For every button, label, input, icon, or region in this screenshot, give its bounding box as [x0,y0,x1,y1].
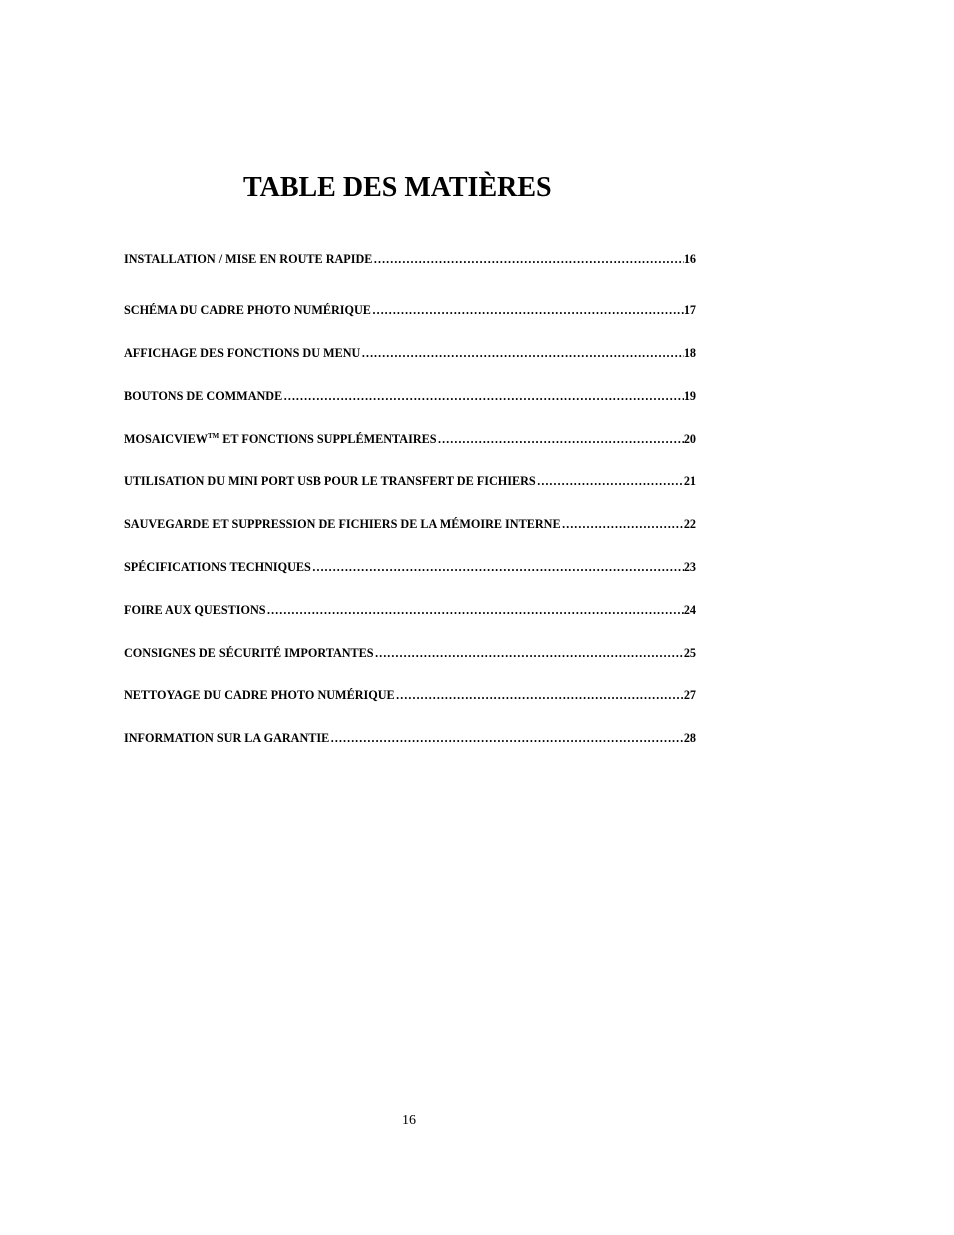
toc-entry-mosaicview[interactable] [124,432,696,450]
toc-entry-page: 24 [683,603,696,617]
toc-entry-label-main: MOSAICVIEW [124,432,208,446]
toc-dot-leader [372,252,683,267]
toc-entry-label: INFORMATION SUR LA GARANTIE [124,731,330,745]
toc-entry-label-rest: ET FONCTIONS SUPPLÉMENTAIRES [219,432,437,446]
toc-entry-page: 16 [683,252,696,266]
toc-entry-page: 23 [683,560,696,574]
toc-entry-affichage[interactable] [124,346,696,364]
toc-entry-boutons[interactable] [124,389,696,407]
toc-entry-page: 17 [683,303,696,317]
toc-entry-sauvegarde[interactable] [124,517,696,535]
toc-entry-schema[interactable] [124,303,696,321]
toc-entry-page: 19 [683,389,696,403]
toc-entry-label: SPÉCIFICATIONS TECHNIQUES [124,560,311,574]
toc-dot-leader [266,603,684,618]
toc-entry-label: AFFICHAGE DES FONCTIONS DU MENU [124,346,361,360]
toc-entry-label: NETTOYAGE DU CADRE PHOTO NUMÉRIQUE [124,688,395,702]
toc-entry-securite[interactable] [124,646,696,664]
page-title: TABLE DES MATIÈRES [243,172,552,203]
trademark-superscript: TM [207,432,220,440]
toc-entry-label: FOIRE AUX QUESTIONS [124,603,266,617]
toc-dot-leader [536,474,684,489]
toc-entry-faq[interactable] [124,603,696,621]
toc-entry-installation[interactable] [124,252,696,270]
toc-entry-page: 22 [683,517,696,531]
toc-entry-page: 18 [683,346,696,360]
toc-entry-usb[interactable] [124,474,696,492]
toc-entry-label: UTILISATION DU MINI PORT USB POUR LE TRANSFERT DE FICHIERS [124,474,536,488]
toc-entry-specifications[interactable] [124,560,696,578]
toc-dot-leader [561,517,684,532]
toc-dot-leader [395,688,684,703]
toc-entry-garantie[interactable] [124,731,696,749]
toc-dot-leader [371,303,684,318]
toc-entry-nettoyage[interactable] [124,688,696,706]
toc-entry-label: INSTALLATION / MISE EN ROUTE RAPIDE [124,252,373,266]
toc-dot-leader [329,731,684,746]
toc-dot-leader [374,646,684,661]
toc-entry-page: 25 [683,646,696,660]
toc-dot-leader [282,389,684,404]
toc-dot-leader [437,432,684,447]
toc-entry-label: SAUVEGARDE ET SUPPRESSION DE FICHIERS DE LA MÉMOIRE INTERNE [124,517,561,531]
toc-entry-page: 27 [683,688,696,702]
toc-entry-page: 28 [683,731,696,745]
page-number: 16 [402,1113,416,1128]
toc-entry-page: 21 [683,474,696,488]
toc-dot-leader [311,560,684,575]
toc-entry-label: CONSIGNES DE SÉCURITÉ IMPORTANTES [124,646,374,660]
toc-entry-page: 20 [683,432,696,446]
toc-dot-leader [360,346,683,361]
toc-entry-label: SCHÉMA DU CADRE PHOTO NUMÉRIQUE [124,303,371,317]
toc-entry-label: BOUTONS DE COMMANDE [124,389,283,403]
toc-entry-label [124,432,437,447]
